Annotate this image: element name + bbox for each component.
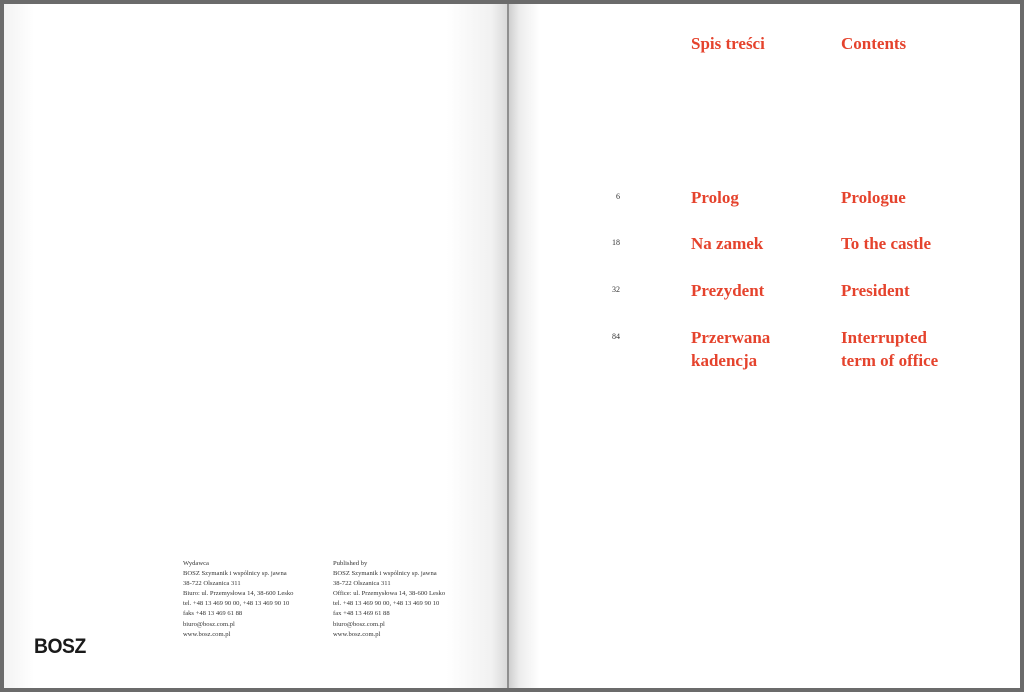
imprint-line: BOSZ Szymanik i wspólnicy sp. jawna — [183, 570, 287, 578]
imprint-line: 38-722 Olszanica 311 — [333, 580, 391, 588]
toc-title-polish[interactable]: Przerwana kadencja — [691, 328, 771, 370]
imprint-line: BOSZ Szymanik i wspólnicy sp. jawna — [333, 570, 437, 578]
toc-title-english[interactable]: To the castle — [841, 234, 932, 253]
imprint-line: 38-722 Olszanica 311 — [183, 580, 241, 588]
imprint-line: biuro@bosz.com.pl — [183, 620, 235, 628]
toc-title-polish[interactable]: Prezydent — [691, 281, 765, 300]
imprint-line: biuro@bosz.com.pl — [333, 620, 385, 628]
toc-page-number: 84 — [612, 332, 620, 341]
toc-title-english[interactable]: President — [841, 281, 910, 300]
toc-title-polish[interactable]: Na zamek — [691, 234, 764, 253]
imprint-line: www.bosz.com.pl — [183, 630, 231, 638]
imprint-line: fax +48 13 469 61 88 — [333, 610, 390, 618]
toc-title-english[interactable]: Prologue — [841, 188, 906, 207]
imprint-line: www.bosz.com.pl — [333, 630, 381, 638]
toc-title-polish[interactable]: Prolog — [691, 188, 739, 207]
publisher-logo: BOSZ — [34, 635, 86, 658]
imprint-english — [333, 559, 483, 640]
imprint-line: Published by — [333, 560, 368, 567]
toc-heading-polish: Spis treści — [691, 34, 765, 53]
imprint-line: Office: ul. Przemysłowa 14, 38-600 Lesko — [333, 590, 446, 598]
toc-page-number: 18 — [612, 238, 620, 247]
toc-heading-english: Contents — [841, 34, 907, 53]
toc-page-number: 32 — [612, 285, 620, 294]
imprint-line: Biuro: ul. Przemysłowa 14, 38-600 Lesko — [183, 590, 294, 598]
imprint-line: tel. +48 13 469 90 00, +48 13 469 90 10 — [183, 600, 290, 608]
toc-title-english[interactable]: Interrupted term of office — [841, 328, 939, 370]
toc-page-number: 6 — [616, 192, 620, 201]
imprint-line: faks +48 13 469 61 88 — [183, 610, 243, 618]
imprint-polish — [183, 559, 333, 640]
imprint-line: Wydawca — [183, 560, 209, 567]
imprint-line: tel. +48 13 469 90 00, +48 13 469 90 10 — [333, 600, 440, 608]
